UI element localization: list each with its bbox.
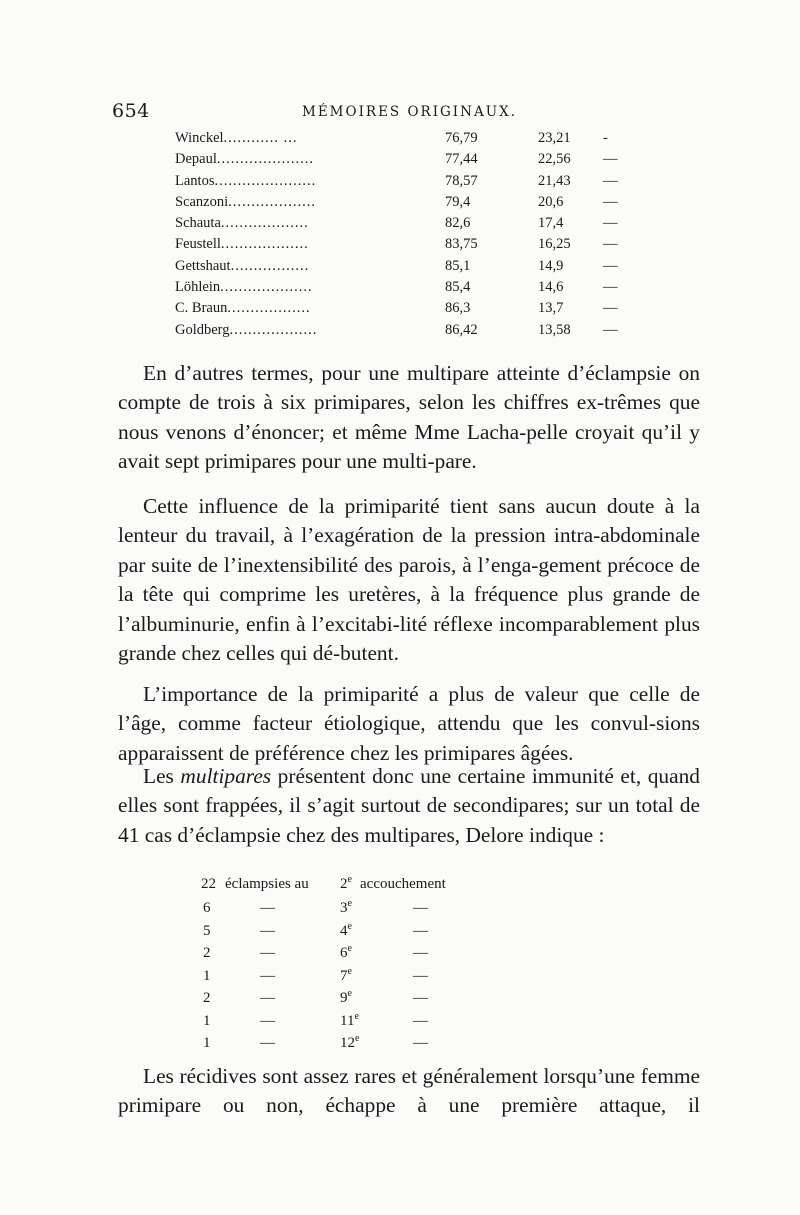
ditto-dash: —: [260, 945, 275, 961]
ditto-dash: —: [260, 922, 275, 939]
primipare-percent: 85,1: [445, 257, 471, 274]
table-row: [175, 215, 625, 236]
ditto-dash: —: [260, 967, 275, 984]
page-number: 654: [112, 100, 150, 122]
ditto-dash: —: [413, 967, 428, 984]
paragraph-text: Cette influence de la primiparité tient sans aucun doute à la lenteur du travail, à l’exagération de la pression intra-abdominale par suite de l’inextensibilité des parois, à l’enga-gement précoce de la tête qui comprime les uretères, à la fréquence plus grande de l’albuminurie, enfin à l’excitabi-lité réflexe incomparablement plus grande chez celles qui dé-butent.: [118, 494, 700, 666]
emphasis-multipares: multipares: [180, 764, 272, 788]
paragraph-text: En d’autres termes, pour une multipare atteinte d’éclampsie on compte de trois à six primipares, selon les chiffres ex-trêmes que nous venons d’énoncer; et même Mme Lacha-pelle croyait qu’il y avait sept primipares pour une multi-pare.: [118, 361, 700, 474]
paragraph: [118, 680, 700, 768]
ditto-dash: —: [413, 990, 428, 1006]
table-row: [175, 300, 625, 321]
table-row: [175, 151, 625, 172]
table-row: [195, 920, 495, 946]
table-row: [195, 945, 495, 968]
table-row: [195, 900, 495, 923]
ditto-dash: —: [603, 257, 618, 274]
delivery-ordinal: 6e: [340, 943, 352, 961]
delivery-ordinal: 12e: [340, 1033, 360, 1051]
ditto-dash: —: [413, 945, 428, 961]
multipare-percent: 21,43: [538, 172, 571, 189]
author-name: Scanzoni...................: [175, 193, 317, 210]
delivery-ordinal: 9e: [340, 988, 352, 1006]
ditto-dash: —: [603, 236, 618, 253]
paragraph: [118, 492, 700, 668]
ditto-dash: —: [603, 172, 618, 189]
author-name: C. Braun..................: [175, 300, 311, 317]
ditto-dash: —: [260, 990, 275, 1006]
ditto-dash: —: [413, 1035, 428, 1051]
ditto-dash: -: [603, 130, 608, 146]
paragraph: [118, 359, 700, 477]
delivery-ordinal: 3e: [340, 898, 352, 916]
header-count: 22: [201, 876, 216, 892]
multipare-percent: 20,6: [538, 193, 564, 210]
ditto-dash: —: [603, 151, 618, 168]
ditto-dash: —: [603, 193, 618, 210]
table-row: [195, 965, 495, 991]
running-head: MÉMOIRES ORIGINAUX.: [302, 104, 517, 120]
ditto-dash: —: [260, 900, 275, 916]
multipare-percent: 14,6: [538, 279, 564, 296]
table-row: [195, 1010, 495, 1036]
author-name: Winckel............ ...: [175, 130, 298, 146]
percentages-table: [175, 130, 625, 343]
small-table-header: [195, 876, 495, 900]
ditto-dash: —: [413, 1012, 428, 1029]
table-row: [175, 258, 625, 279]
eclampsia-by-delivery-table: [195, 876, 495, 1058]
paragraph-text: Les récidives sont assez rares et généralement lorsqu’une femme primipare ou non, échappe à une première attaque, il: [118, 1064, 700, 1118]
author-name: Schauta...................: [175, 215, 309, 232]
page-header: [112, 100, 702, 130]
primipare-percent: 78,57: [445, 172, 478, 189]
eclampsia-count: 2: [203, 945, 211, 961]
author-name: Lantos......................: [175, 172, 317, 189]
ditto-dash: —: [260, 1012, 275, 1029]
header-label-accouchement: accouchement: [360, 876, 446, 892]
table-row: [175, 236, 625, 257]
primipare-percent: 76,79: [445, 130, 478, 146]
table-row: [175, 322, 625, 343]
paragraph-text: L’importance de la primiparité a plus de valeur que celle de l’âge, comme facteur étiologique, attendu que les convul-sions apparaissent de préférence chez les primipares âgées.: [118, 682, 700, 765]
eclampsia-count: 1: [203, 967, 211, 984]
ditto-dash: —: [603, 300, 618, 317]
author-name: Depaul.....................: [175, 151, 314, 168]
header-label-eclampsies: éclampsies au: [225, 876, 309, 892]
table-row: [175, 173, 625, 194]
author-name: Goldberg...................: [175, 321, 318, 338]
multipare-percent: 23,21: [538, 130, 571, 146]
table-row: [195, 990, 495, 1013]
paragraph: [118, 1062, 700, 1121]
eclampsia-count: 1: [203, 1012, 211, 1029]
primipare-percent: 79,4: [445, 193, 471, 210]
primipare-percent: 86,42: [445, 321, 478, 338]
delivery-ordinal: 4e: [340, 920, 352, 939]
primipare-percent: 86,3: [445, 300, 471, 317]
table-row: [175, 130, 625, 151]
multipare-percent: 16,25: [538, 236, 571, 253]
ditto-dash: —: [603, 279, 618, 296]
eclampsia-count: 2: [203, 990, 211, 1006]
primipare-percent: 83,75: [445, 236, 478, 253]
multipare-percent: 13,58: [538, 321, 571, 338]
multipare-percent: 14,9: [538, 257, 564, 274]
eclampsia-count: 5: [203, 922, 211, 939]
ditto-dash: —: [603, 215, 618, 232]
table-row: [175, 194, 625, 215]
paragraph: [118, 762, 700, 850]
multipare-percent: 17,4: [538, 215, 564, 232]
primipare-percent: 77,44: [445, 151, 478, 168]
primipare-percent: 82,6: [445, 215, 471, 232]
delivery-ordinal: 7e: [340, 965, 352, 984]
ditto-dash: —: [260, 1035, 275, 1051]
ditto-dash: —: [603, 321, 618, 338]
author-name: Löhlein....................: [175, 279, 313, 296]
multipare-percent: 22,56: [538, 151, 571, 168]
eclampsia-count: 6: [203, 900, 211, 916]
primipare-percent: 85,4: [445, 279, 471, 296]
author-name: Feustell...................: [175, 236, 309, 253]
multipare-percent: 13,7: [538, 300, 564, 317]
delivery-ordinal: 11e: [340, 1010, 359, 1029]
ditto-dash: —: [413, 900, 428, 916]
table-row: [175, 279, 625, 300]
paragraph-text-end: présentent donc une certaine immunité et, quand elles sont frappées, il s’agit surtout de secondipares; sur un total de 41 cas d’éclampsie chez des multipares, Delore indique :: [118, 764, 700, 847]
table-row: [195, 1035, 495, 1058]
eclampsia-count: 1: [203, 1035, 211, 1051]
paragraph-text-start: Les: [143, 764, 181, 788]
ditto-dash: —: [413, 922, 428, 939]
header-ordinal: 2e: [340, 874, 352, 892]
author-name: Gettshaut.................: [175, 257, 310, 274]
